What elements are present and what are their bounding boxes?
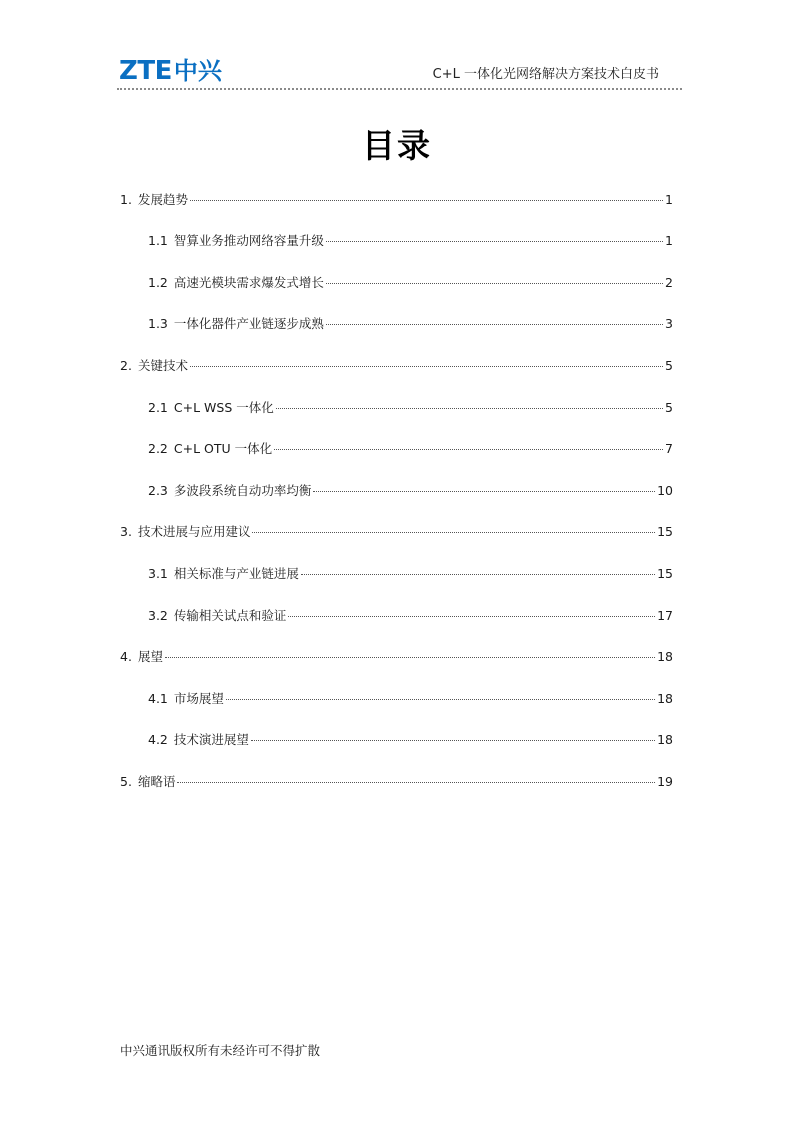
toc-dot-leader	[226, 699, 655, 700]
toc-page-number: 10	[657, 483, 673, 498]
toc-page-number: 5	[665, 358, 673, 373]
toc-entry-number: 2.1	[148, 400, 168, 415]
toc-page-number: 17	[657, 608, 673, 623]
toc-entry-number: 1.2	[148, 275, 168, 290]
toc-entry-number: 4.2	[148, 732, 168, 747]
toc-dot-leader	[326, 241, 663, 242]
toc-entry-title: 一体化器件产业链逐步成熟	[173, 316, 324, 331]
toc-entry-title: 多波段系统自动功率均衡	[173, 483, 312, 498]
toc-entry-number: 2.3	[148, 483, 168, 498]
toc-entry-title: 发展趋势	[137, 192, 188, 207]
toc-entry-number: 2.2	[148, 441, 168, 456]
toc-entry-2-1[interactable]	[148, 399, 673, 417]
toc-page-number: 2	[665, 275, 673, 290]
toc-page-number: 3	[665, 316, 673, 331]
toc-entry-title: C+L OTU 一体化	[173, 441, 273, 456]
toc-entry-4-2[interactable]	[148, 731, 673, 749]
toc-entry-1-2[interactable]	[148, 274, 673, 292]
toc-page-number: 18	[657, 732, 673, 747]
toc-dot-leader	[326, 283, 663, 284]
toc-entry-4-1[interactable]	[148, 690, 673, 708]
toc-page-number: 15	[657, 524, 673, 539]
toc-dot-leader	[165, 657, 655, 658]
toc-entry-2-3[interactable]	[148, 482, 673, 500]
toc-entry-title: 技术演进展望	[173, 732, 249, 747]
toc-entry-3-2[interactable]	[148, 607, 673, 625]
toc-entry-number: 2.	[120, 358, 132, 373]
toc-entry-1-1[interactable]	[148, 232, 673, 250]
toc-entry-number: 1.3	[148, 316, 168, 331]
toc-entry-3-1[interactable]	[148, 565, 673, 583]
toc-page-number: 18	[657, 691, 673, 706]
page-title: 目录	[362, 126, 432, 165]
logo-chinese-text: 中兴	[173, 57, 222, 85]
toc-entry-2[interactable]	[120, 357, 673, 375]
toc-entry-title: 关键技术	[137, 358, 188, 373]
toc-entry-title: C+L WSS 一体化	[173, 400, 274, 415]
toc-dot-leader	[251, 740, 655, 741]
toc-entry-title: 相关标准与产业链进展	[173, 566, 299, 581]
toc-page-number: 5	[665, 400, 673, 415]
toc-page-number: 15	[657, 566, 673, 581]
toc-dot-leader	[288, 616, 655, 617]
toc-page-number: 7	[665, 441, 673, 456]
copyright-footer: 中兴通讯版权所有未经许可不得扩散	[120, 1043, 321, 1058]
toc-entry-title: 展望	[137, 649, 163, 664]
toc-entry-number: 3.	[120, 524, 132, 539]
toc-entry-number: 3.1	[148, 566, 168, 581]
toc-page-number: 18	[657, 649, 673, 664]
toc-page-number: 1	[665, 233, 673, 248]
toc-entry-title: 高速光模块需求爆发式增长	[173, 275, 324, 290]
toc-entry-number: 3.2	[148, 608, 168, 623]
toc-entry-title: 市场展望	[173, 691, 224, 706]
toc-entry-number: 4.1	[148, 691, 168, 706]
toc-dot-leader	[301, 574, 655, 575]
toc-dot-leader	[276, 408, 663, 409]
toc-entry-2-2[interactable]	[148, 440, 673, 458]
toc-entry-title: 技术进展与应用建议	[137, 524, 251, 539]
toc-page-number: 1	[665, 192, 673, 207]
toc-entry-number: 5.	[120, 774, 132, 789]
toc-entry-title: 传输相关试点和验证	[173, 608, 287, 623]
toc-entry-title: 缩略语	[137, 774, 176, 789]
toc-entry-number: 1.1	[148, 233, 168, 248]
toc-dot-leader	[190, 200, 663, 201]
toc-entry-5[interactable]	[120, 773, 673, 791]
toc-dot-leader	[274, 449, 663, 450]
toc-dot-leader	[252, 532, 655, 533]
toc-entry-title: 智算业务推动网络容量升级	[173, 233, 324, 248]
toc-dot-leader	[177, 782, 655, 783]
toc-entry-1[interactable]	[120, 191, 673, 209]
header-document-title: C+L 一体化光网络解决方案技术白皮书	[432, 67, 659, 82]
logo-latin-text: ZTE	[119, 56, 172, 86]
toc-dot-leader	[190, 366, 663, 367]
toc-dot-leader	[313, 491, 655, 492]
toc-dot-leader	[326, 324, 663, 325]
toc-entry-4[interactable]	[120, 648, 673, 666]
toc-entry-number: 1.	[120, 192, 132, 207]
toc-entry-3[interactable]	[120, 523, 673, 541]
toc-entry-1-3[interactable]	[148, 315, 673, 333]
toc-entry-number: 4.	[120, 649, 132, 664]
toc-page-number: 19	[657, 774, 673, 789]
